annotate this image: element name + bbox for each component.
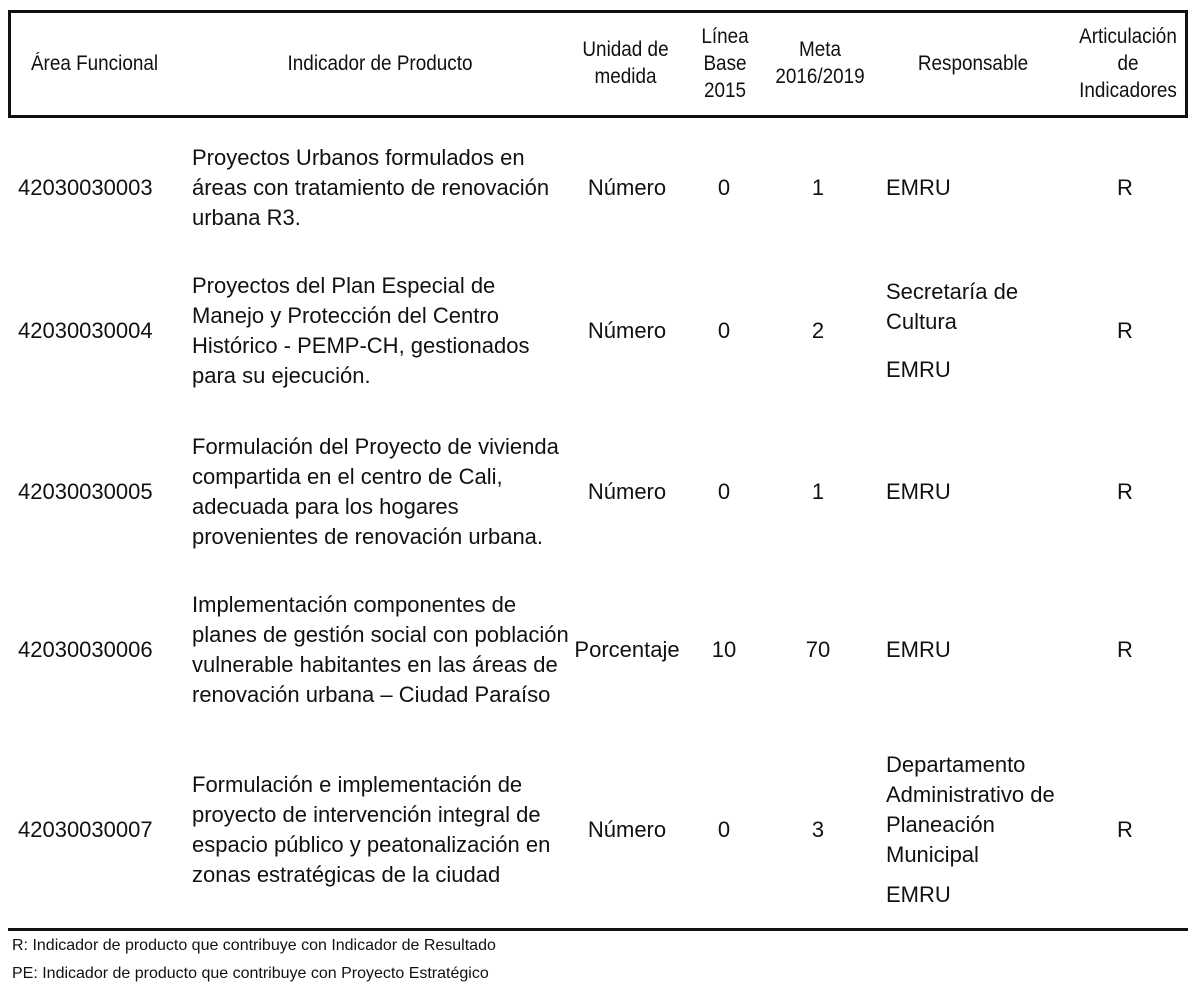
indicator-line: proyecto de intervención integral de — [192, 802, 541, 827]
header-linea-base — [694, 12, 757, 114]
header-meta-line-2: 2016/2019 — [775, 65, 865, 88]
cell-area: 42030030006 — [18, 637, 153, 662]
footnote-pe: PE: Indicador de producto que contribuye con Proyecto Estratégico — [12, 965, 489, 982]
header-unit-line-1: Unidad de — [582, 38, 669, 61]
indicator-line: zonas estratégicas de la ciudad — [192, 862, 501, 887]
table-row — [0, 734, 1197, 926]
table-row — [0, 258, 1197, 404]
cell-responsible — [886, 422, 1066, 562]
responsible-line: Administrativo de — [886, 782, 1055, 807]
header-unit-line-2: medida — [594, 65, 657, 88]
indicator-line: Formulación del Proyecto de vivienda — [192, 434, 559, 459]
cell-responsible — [886, 258, 1066, 404]
indicator-line: planes de gestión social con población — [192, 622, 569, 647]
cell-articulation: R — [1117, 637, 1133, 662]
cell-area: 42030030004 — [18, 318, 153, 343]
cell-base: 0 — [717, 318, 731, 343]
indicator-line: áreas con tratamiento de renovación — [192, 175, 550, 200]
cell-indicator — [192, 580, 572, 720]
footnote-r: R: Indicador de producto que contribuye con Indicador de Resultado — [12, 937, 496, 954]
cell-articulation: R — [1117, 817, 1133, 842]
header-base-line-1: Línea — [701, 24, 749, 48]
cell-indicator — [192, 258, 572, 404]
indicator-line: Proyectos Urbanos formulados en — [192, 145, 525, 170]
header-articulation-line-3: Indicadores — [1079, 78, 1177, 102]
header-indicador-producto — [218, 12, 542, 114]
header-area-funcional — [20, 12, 169, 114]
table-row — [0, 580, 1197, 720]
table-row — [0, 138, 1197, 238]
cell-responsible — [886, 138, 1066, 238]
cell-area: 42030030007 — [18, 817, 153, 842]
cell-unit: Número — [587, 175, 667, 200]
header-unidad-medida — [574, 12, 678, 114]
header-base-line-2: Base — [703, 51, 747, 75]
header-articulation-line-1: Articulación — [1079, 24, 1177, 48]
cell-articulation: R — [1117, 175, 1133, 200]
cell-base: 10 — [711, 637, 737, 662]
indicator-line: espacio público y peatonalización en — [192, 832, 551, 857]
responsible-line: Departamento — [886, 752, 1026, 777]
cell-area: 42030030003 — [18, 175, 153, 200]
indicator-line: para su ejecución. — [192, 363, 371, 388]
cell-base: 0 — [717, 175, 731, 200]
cell-meta: 3 — [811, 817, 825, 842]
indicator-line: adecuada para los hogares — [192, 494, 459, 519]
cell-responsible — [886, 580, 1066, 720]
cell-unit: Número — [587, 479, 667, 504]
responsible-line: EMRU — [886, 882, 951, 907]
cell-base: 0 — [717, 817, 731, 842]
header-area-line-1: Área Funcional — [30, 51, 159, 75]
responsible-line: EMRU — [886, 479, 951, 504]
indicator-line: vulnerable habitantes en las áreas de — [192, 652, 558, 677]
header-base-line-3: 2015 — [703, 78, 747, 102]
header-articulacion — [1070, 12, 1185, 114]
indicator-line: renovación urbana – Ciudad Paraíso — [192, 682, 551, 707]
responsible-line: Cultura — [886, 309, 957, 334]
responsible-line: Secretaría de — [886, 279, 1019, 304]
indicator-line: urbana R3. — [192, 205, 301, 230]
header-meta — [768, 12, 872, 114]
header-responsible-line-1: Responsable — [917, 51, 1029, 75]
cell-indicator — [192, 138, 572, 238]
cell-indicator — [192, 422, 572, 562]
cell-indicator — [192, 734, 572, 926]
cell-unit: Número — [587, 817, 667, 842]
cell-articulation: R — [1117, 318, 1133, 343]
responsible-line: Planeación — [886, 812, 995, 837]
cell-meta: 1 — [811, 479, 825, 504]
responsible-line: EMRU — [886, 175, 951, 200]
cell-meta: 2 — [811, 318, 825, 343]
responsible-line: EMRU — [886, 637, 951, 662]
indicator-line: Formulación e implementación de — [192, 772, 523, 797]
cell-unit: Porcentaje — [574, 637, 680, 662]
table-row — [0, 422, 1197, 562]
indicator-line: Histórico - PEMP-CH, gestionados — [192, 333, 530, 358]
indicator-line: Manejo y Protección del Centro — [192, 303, 499, 328]
responsible-line: Municipal — [886, 842, 979, 867]
cell-articulation: R — [1117, 479, 1133, 504]
indicator-line: Implementación componentes de — [192, 592, 517, 617]
cell-meta: 70 — [805, 637, 831, 662]
header-meta-line-1: Meta — [798, 38, 842, 61]
cell-base: 0 — [717, 479, 731, 504]
responsible-line: EMRU — [886, 357, 951, 382]
header-indicator-line-1: Indicador de Producto — [287, 51, 473, 75]
header-responsable — [891, 12, 1055, 114]
cell-meta: 1 — [811, 175, 825, 200]
indicator-line: compartida en el centro de Cali, — [192, 464, 503, 489]
indicator-line: provenientes de renovación urbana. — [192, 524, 544, 549]
header-articulation-line-2: de — [1117, 51, 1139, 75]
indicator-line: Proyectos del Plan Especial de — [192, 273, 496, 298]
cell-responsible — [886, 734, 1066, 926]
cell-area: 42030030005 — [18, 479, 153, 504]
cell-unit: Número — [587, 318, 667, 343]
table-bottom-rule — [8, 928, 1188, 931]
